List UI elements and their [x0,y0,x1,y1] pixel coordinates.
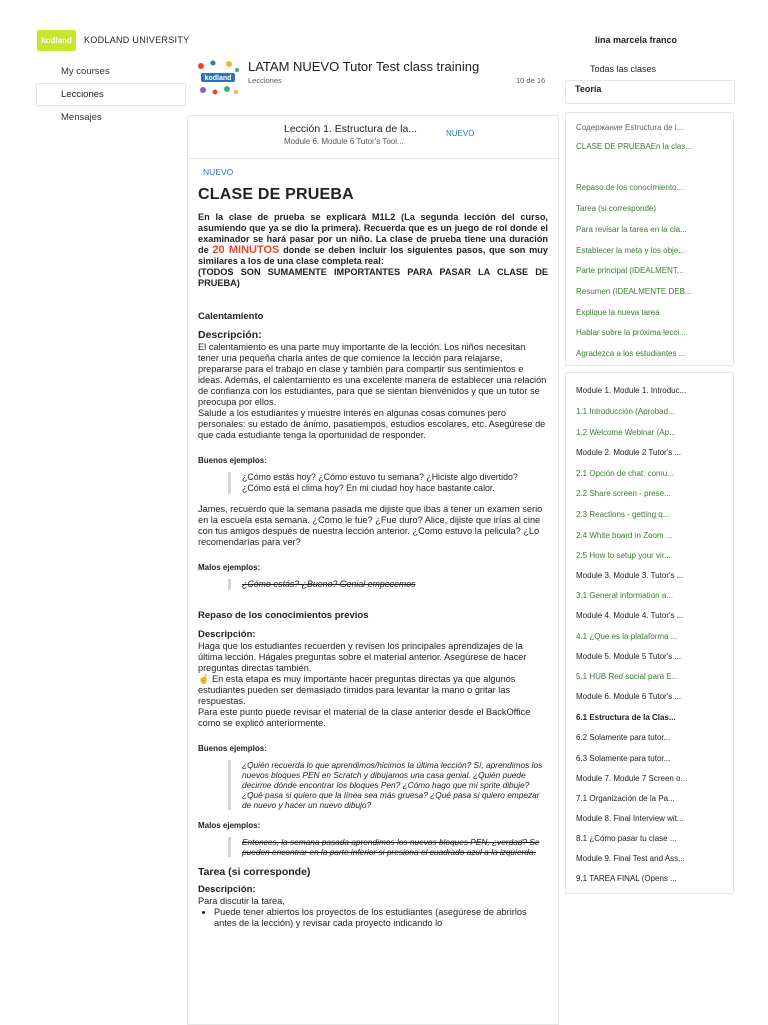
kodland-logo[interactable]: kodland [37,30,76,51]
sidebar-module-item[interactable]: 2.4 White board in Zoom ... [576,531,673,540]
sidebar-contents-item[interactable]: Parte principal (IDEALMENT... [576,266,684,275]
sidebar-module-item[interactable]: Module 8. Final Interview wit... [576,814,684,823]
section-homework-title: Tarea (si corresponde) [198,866,311,878]
sidebar-module-item[interactable]: Module 6. Module 6 Tutor's ... [576,692,682,701]
sidebar-module-item[interactable]: 4.1 ¿Que es la plataforma ... [576,632,678,641]
sidebar-contents-item[interactable]: Hablar sobre la próxima lecci... [576,328,686,337]
good-examples-label-2: Buenos ejemplos: [198,744,267,753]
course-image [195,58,241,98]
sidebar-contents-item[interactable]: CLASE DE PRUEBAEn la clas... [576,142,693,151]
content-new-badge: NUEVO [203,167,234,177]
pointing-finger-icon: ☝ [198,674,210,684]
sidebar-module-item[interactable]: Module 1. Module 1. Introduc... [576,386,687,395]
lesson-contents-panel [565,112,734,366]
sidebar-contents-item[interactable]: Establecer la meta y los obje... [576,246,685,255]
sidebar-module-item[interactable]: 9.1 TAREA FINAL (Opens ... [576,874,677,883]
section-warmup-desc-label: Descripción: [198,329,262,341]
nav-mensajes[interactable]: Mensajes [61,112,102,123]
lesson-title: Lección 1. Estructura de la... [284,123,418,135]
lesson-count: 10 de 16 [516,76,546,85]
sidebar-contents-item[interactable]: Tarea (si corresponde) [576,204,657,213]
bad-examples-label: Malos ejemplos: [198,563,261,572]
sidebar-module-item[interactable]: 3.1 General information a... [576,591,673,600]
lesson-subtitle: Module 6. Module 6 Tutor's Tool... [284,137,404,146]
sidebar-module-item[interactable]: 1.2 Welcome Webinar (Ap... [576,428,676,437]
bad-examples-label-2: Malos ejemplos: [198,821,261,830]
modules-panel [565,372,734,894]
sidebar-module-item-active[interactable]: 6.1 Estructura de la Clas... [576,713,676,722]
review-bad-quote: Entonces, la semana pasada aprendimos los nuevos bloques PEN, ¿verdad? Se pueden encontrar en la parte inferior si presiona el cuadrado azul a la izquierda. [228,837,548,857]
intro-text: En la clase de prueba se explicará M1L2 (La segunda lección del curso, asumiendo que ya se dio la primera). Recuerda que es un juego de rol donde el examinador se hará pasar por un niño. La clase de prueba tiene una duración de 20 MINUTOS donde se deben incluir los siguientes pasos, que son muy similares a los de una clase completa real: (TODOS SON SUMAMENTE IMPORTANTES PARA PASAR LA CLASE DE PRUEBA) [198,212,548,288]
sidebar-module-item[interactable]: 8.1 ¿Cómo pasar tu clase ... [576,834,677,843]
nav-lecciones[interactable]: Lecciones [36,83,186,106]
list-item: • Puede tener abiertos los proyectos de los estudiantes (asegúrese de abrirlos antes de la lección) y revisar cada proyecto indicando lo [214,907,548,929]
university-title: KODLAND UNIVERSITY [84,35,190,45]
sidebar-module-item[interactable]: 6.2 Solamente para tutor... [576,733,671,742]
sidebar-contents-item[interactable]: Para revisar la tarea en la cla... [576,225,687,234]
duration-highlight: 20 MINUTOS [212,244,280,256]
user-name[interactable]: lina marcela franco [595,35,678,45]
sidebar-module-item[interactable]: 5.1 HUB Red social para E... [576,672,679,681]
tab-all-classes[interactable]: Todas las clases [590,64,657,74]
sidebar-contents-item[interactable]: Resumen (IDEALMENTE DEB... [576,287,692,296]
section-review-desc-label: Descripción: [198,629,256,640]
sidebar-module-item[interactable]: Module 4. Module 4. Tutor's ... [576,611,684,620]
lesson-new-badge: NUEVO [446,129,475,138]
left-nav [36,60,186,129]
section-homework-desc-label: Descripción: [198,884,256,895]
sidebar-module-item[interactable]: 2.2 Share screen - prese... [576,489,671,498]
sidebar-module-item[interactable]: Module 3. Module 3. Tutor's ... [576,571,684,580]
sidebar-module-item[interactable]: Module 9. Final Test and Ass... [576,854,685,863]
sidebar-module-item[interactable]: Module 2. Module 2 Tutor's ... [576,448,682,457]
sidebar-contents-item[interactable]: Содержание Estructura de l... [576,123,684,132]
section-warmup-desc2: Salude a los estudiantes y muestre interés en algunas cosas comunes pero personales: su estado de ánimo, pasatiempos, estudios escolares, etc. Asegúrese de que cada estudiante tenga la oportunidad de responder. [198,408,546,440]
sidebar-contents-item[interactable]: Agradezca a los estudiantes ... [576,349,686,358]
sidebar-module-item[interactable]: 2.3 Reactions - getting q... [576,510,670,519]
sidebar-contents-item[interactable]: Repaso de los conocimiento... [576,183,684,192]
warmup-bad-quote: ¿Cómo estás? ¿Bueno? Genial empecemos [228,579,548,590]
homework-list [198,907,548,929]
nav-my-courses[interactable]: My courses [61,66,110,77]
lesson-content [187,157,559,1025]
sidebar-module-item[interactable]: Module 5. Module 5 Tutor's ... [576,652,682,661]
sidebar-module-item[interactable]: Module 7. Module 7 Screen o... [576,774,688,783]
section-review-desc: Haga que los estudiantes recuerden y revisen los principales aprendizajes de la última lección. Hágales preguntas sobre el material anterior. Asegúrese de hacer preguntas directas también. [198,641,527,673]
section-homework-desc: Para discutir la tarea, [198,896,285,906]
section-warmup-desc: El calentamiento es una parte muy importante de la lección. Los niños necesitan tener una pequeña charla antes de que comience la lección para relajarse, prepararse para el trabajo en clase y también para compartir sus sentimientos e ideas. Además, el calentamiento es una excelente manera de establecer una relación de confianza con los estudiantes, para que se sientan bienvenidos y que un tutor se preocupa por ellos. [198,342,547,407]
section-review-desc3: Para este punto puede revisar el material de la clase anterior desde el BackOffice como se explicó anteriormente. [198,707,531,728]
warmup-good-text: James, recuerdo que la semana pasada me dijiste que ibas a tener un examen serio en la escuela esta semana. ¿Como le fue? ¿Fue duro? Alice, dijiste que irías al cine con tus amigos después de nuestra lección anterior. ¿Como estuvo la pelicula? ¿Lo recomendarías para ver? [198,504,543,547]
tab-theory[interactable]: Teoría [575,84,602,94]
good-examples-label: Buenos ejemplos: [198,456,267,465]
sidebar-module-item[interactable]: 7.1 Organización de la Pa... [576,794,675,803]
sidebar-module-item[interactable]: 2.1 Opción de chat: comu... [576,469,674,478]
page-title: CLASE DE PRUEBA [198,186,354,203]
section-review-title: Repaso de los conocimientos previos [198,610,369,621]
sidebar-module-item[interactable]: 1.1 Introducción (Aprobad... [576,407,675,416]
section-review-desc2: ☝ En esta etapa es muy importante hacer preguntas directas ya que algunos estudiantes pueden ser demasiado tímidos para levantar la mano o gritar las respuestas. [198,674,516,706]
review-good-quote: ¿Quién recuerda lo que aprendimos/hicimos la última lección? Sí, aprendimos los nuevos bloques PEN en Scratch y dibujamos una casa genial. ¿Quién puede decirme dónde encontrar los bloques Pen? ¿Cómo hago que mi sprite dibuje? ¿Qué pasa si quiero que la línea sea más gruesa? ¿Qué pasa si quiero empezar de nuevo y hacer un nuevo dibujo? [228,760,548,810]
course-subtitle: Lecciones [248,76,282,85]
sidebar-contents-item[interactable]: Explique la nueva tarea [576,308,660,317]
sidebar-module-item[interactable]: 2.5 How to setup your vir... [576,551,671,560]
sidebar-module-item[interactable]: 6.3 Solamente para tutor... [576,754,671,763]
section-warmup-title: Calentamiento [198,311,264,322]
course-image-label: kodland [204,75,232,82]
warmup-good-quote: ¿Cómo estás hoy? ¿Cómo estuvo tu semana? ¿Hiciste algo divertido? ¿Cómo está el clima hoy? En mi ciudad hoy hace bastante calor. [228,472,548,494]
course-title: LATAM NUEVO Tutor Test class training [248,59,480,74]
